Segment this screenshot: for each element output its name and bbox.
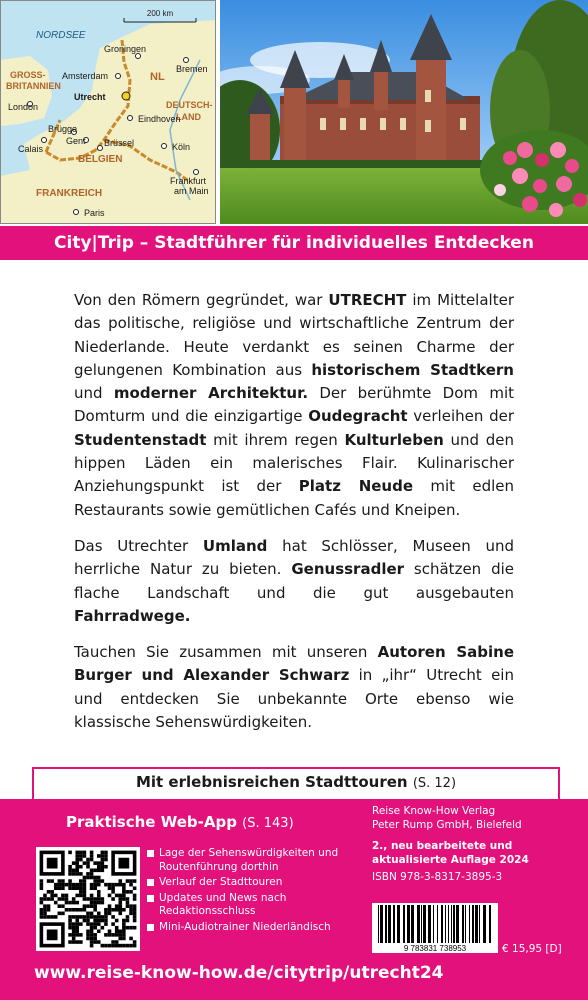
web-app-heading — [66, 813, 294, 831]
body-text: im Mittelalter das politische, religiöse und wirtschaftliche Zentrum der Niederlande. Heute verdankt es seinen Charme der gelungenen Kombination aus — [74, 291, 514, 379]
website-url[interactable]: www.reise-know-how.de/citytrip/utrecht24 — [34, 963, 444, 983]
map-city-brussel: Brüssel — [104, 138, 135, 148]
price: € 15,95 [D] — [502, 943, 562, 955]
map-label-fr: FRANKREICH — [36, 188, 103, 199]
bottom-panel — [0, 799, 588, 1000]
barcode-number: 9 783831 738953 — [403, 944, 467, 953]
barcode-block — [372, 903, 577, 959]
body-text: Der berühmte Dom mit Domturm und die einzigartige — [74, 384, 515, 426]
map-label-gb2: BRITANNIEN — [6, 81, 61, 91]
feature-item: Verlauf der Stadttouren — [147, 876, 357, 890]
emphasis-text: Platz Neude — [298, 477, 414, 496]
emphasis-text: UTRECHT — [328, 291, 407, 309]
location-map — [0, 0, 216, 224]
body-text: und den hippen Läden ein malerisches Flair. Kulinarischer Anziehungspunkt ist der — [74, 430, 514, 496]
emphasis-text: Oudegracht — [308, 407, 408, 426]
emphasis-text: moderner Architektur. — [113, 384, 309, 403]
publisher-name: Reise Know-How Verlag — [372, 805, 496, 817]
body-text: hat Schlösser, Museen und herrliche Natur zu bieten. — [74, 536, 514, 579]
castle-photo-graphic — [220, 0, 588, 224]
map-scale: 200 km — [146, 9, 174, 18]
body-text: mit edlen Restaurants sowie gemütlichen Cafés und Kneipen. — [74, 477, 514, 519]
qr-code[interactable] — [36, 847, 140, 951]
map-city-koln: Köln — [172, 142, 191, 152]
map-city-bremen: Bremen — [176, 64, 208, 74]
body-text: Das Utrechter — [74, 536, 203, 555]
emphasis-text: Autoren Sabine Burger und Alexander Schwarz — [74, 643, 514, 685]
cover-top — [0, 0, 588, 224]
map-city-eindhoven: Eindhoven — [138, 114, 181, 124]
map-label-nl: NL — [150, 71, 165, 83]
web-app-label: Praktische Web-App — [66, 813, 237, 831]
map-label-de: DEUTSCH- — [166, 100, 213, 110]
map-city-amsterdam: Amsterdam — [62, 71, 109, 81]
map-city-london: London — [8, 102, 39, 112]
map-city-frankfurt: Frankfurt — [170, 176, 207, 186]
feature-item: Lage der Sehenswürdigkeiten und Routenführung dorthin — [147, 847, 357, 874]
body-text: Tauchen Sie zusammen mit unseren — [74, 643, 378, 662]
isbn: ISBN 978-3-8317-3895-3 — [372, 871, 503, 883]
castle-photo — [220, 0, 588, 224]
edition-line-1: 2., neu bearbeitete und — [372, 840, 513, 852]
body-text: schätzen die flache Landschaft und die gut ausgebauten — [74, 560, 514, 602]
barcode — [372, 903, 498, 953]
map-label-de2: LAND — [176, 112, 201, 122]
map-city-groningen: Groningen — [104, 44, 147, 54]
map-city-brugge: Brügge — [48, 124, 78, 134]
emphasis-text: Fahrradwege. — [74, 606, 191, 625]
blurb-text — [74, 289, 514, 747]
publisher-info — [372, 805, 577, 885]
series-banner: City|Trip – Stadtführer für individuelles Entdecken — [0, 226, 588, 260]
publisher-company: Peter Rump GmbH, Bielefeld — [372, 818, 522, 831]
barcode-graphic — [372, 903, 498, 953]
qr-code-graphic — [36, 847, 140, 951]
map-city-paris: Paris — [84, 208, 105, 218]
body-text: Von den Römern gegründet, war — [74, 291, 329, 309]
feature-item: Updates und News nach Redaktionsschluss — [147, 892, 357, 919]
emphasis-text: historischem Stadtkern — [311, 360, 514, 379]
edition-line-2: aktualisierte Auflage 2024 — [372, 853, 529, 866]
web-app-features — [147, 847, 357, 936]
map-city-frankfurt-2: am Main — [174, 186, 209, 196]
body-text: verleihen der — [407, 407, 515, 426]
emphasis-text: Umland — [202, 536, 268, 555]
map-city-gent: Gent — [66, 136, 86, 146]
map-label-gb: GROSS- — [10, 70, 46, 80]
emphasis-text: Genussradler — [291, 560, 405, 579]
paragraph-3 — [74, 641, 514, 734]
city-tours-ref: (S. 12) — [412, 776, 457, 791]
city-tours-line — [34, 773, 558, 791]
body-text: und — [74, 384, 114, 403]
body-text: mit ihrem regen — [206, 430, 345, 449]
map-city-utrecht: Utrecht — [74, 92, 106, 102]
body-text: in „ihr“ Utrecht ein und entdecken Sie unbekannte Orte ebenso wie klassische Sehenswürdigkeiten. — [74, 666, 514, 732]
paragraph-2 — [74, 535, 514, 628]
city-tours-box — [32, 767, 560, 801]
city-tours-label: Mit erlebnisreichen Stadttouren — [135, 773, 408, 791]
map-sea-label: NORDSEE — [36, 30, 86, 41]
map-label-be: BELGIEN — [78, 154, 123, 165]
web-app-ref: (S. 143) — [242, 816, 294, 831]
map-graphic — [0, 0, 216, 224]
feature-item: Mini-Audiotrainer Niederländisch — [147, 921, 357, 935]
emphasis-text: Studentenstadt — [74, 430, 207, 449]
map-city-calais: Calais — [18, 144, 44, 154]
emphasis-text: Kulturleben — [344, 430, 444, 449]
paragraph-1 — [74, 289, 514, 522]
